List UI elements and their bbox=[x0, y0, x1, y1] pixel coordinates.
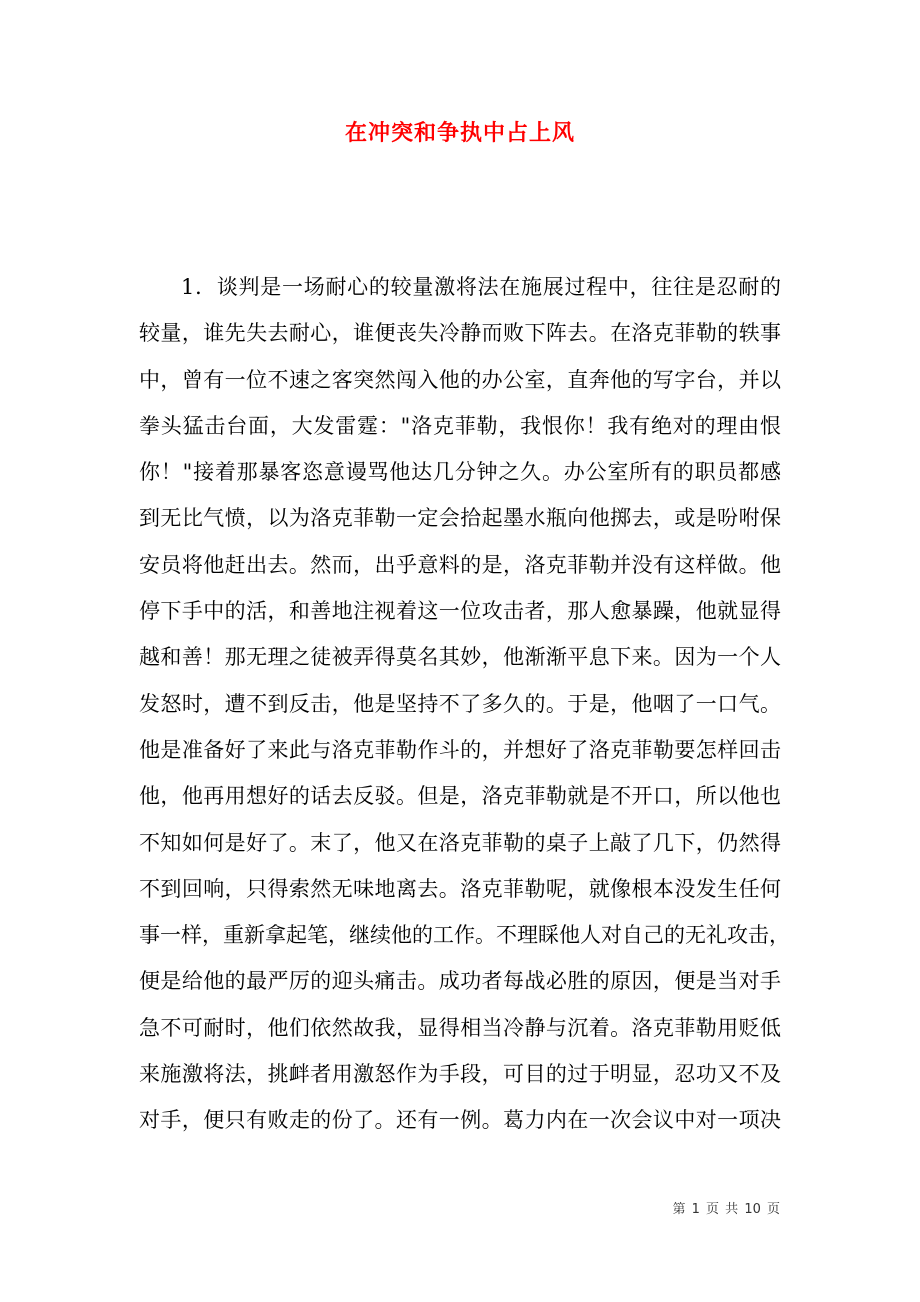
paragraph-line: 发怒时，遭不到反击，他是坚持不了多久的。于是，他咽了一口气。 bbox=[139, 691, 781, 716]
paragraph-line: 急不可耐时，他们依然故我，显得相当冷静与沉着。洛克菲勒用贬低 bbox=[139, 1015, 781, 1040]
paragraph-line: 事一样，重新拿起笔，继续他的工作。不理睬他人对自己的无礼攻击， bbox=[139, 923, 790, 948]
paragraph-first-line: 1．谈判是一场耐心的较量激将法在施展过程中，往往是忍耐的 bbox=[181, 275, 781, 299]
paragraph-line: 到无比气愤，以为洛克菲勒一定会拾起墨水瓶向他掷去，或是吩咐保 bbox=[139, 506, 781, 531]
paragraph-line: 停下手中的活，和善地注视着这一位攻击者，那人愈暴躁，他就显得 bbox=[139, 599, 781, 624]
page-number: 第 1 页 共 10 页 bbox=[672, 1202, 780, 1217]
paragraph-line: 他是准备好了来此与洛克菲勒作斗的，并想好了洛克菲勒要怎样回击 bbox=[139, 737, 781, 762]
document-title: 在冲突和争执中占上风 bbox=[344, 121, 575, 146]
paragraph-line: 便是给他的最严厉的迎头痛击。成功者每战必胜的原因，便是当对手 bbox=[139, 969, 781, 994]
document-body bbox=[139, 264, 790, 1144]
paragraph-line: 他，他再用想好的话去反驳。但是，洛克菲勒就是不开口，所以他也 bbox=[139, 784, 781, 809]
paragraph-line: 你！"接着那暴客恣意谩骂他达几分钟之久。办公室所有的职员都感 bbox=[139, 460, 781, 485]
paragraph-line: 越和善！那无理之徒被弄得莫名其妙，他渐渐平息下来。因为一个人 bbox=[139, 645, 781, 670]
paragraph-line: 安员将他赶出去。然而，出乎意料的是，洛克菲勒并没有这样做。他 bbox=[139, 552, 781, 577]
paragraph-line: 不到回响，只得索然无味地离去。洛克菲勒呢，就像根本没发生任何 bbox=[139, 876, 781, 901]
paragraph-line: 较量，谁先失去耐心，谁便丧失冷静而败下阵去。在洛克菲勒的轶事 bbox=[139, 321, 781, 346]
paragraph-line: 对手，便只有败走的份了。还有一例。葛力内在一次会议中对一项决 bbox=[139, 1108, 781, 1133]
paragraph-line: 来施激将法，挑衅者用激怒作为手段，可目的过于明显，忍功又不及 bbox=[139, 1062, 781, 1087]
paragraph-line: 拳头猛击台面，大发雷霆："洛克菲勒，我恨你！我有绝对的理由恨 bbox=[139, 413, 781, 438]
paragraph-line: 不知如何是好了。末了，他又在洛克菲勒的桌子上敲了几下，仍然得 bbox=[139, 830, 781, 855]
paragraph-line: 中，曾有一位不速之客突然闯入他的办公室，直奔他的写字台，并以 bbox=[139, 367, 781, 392]
